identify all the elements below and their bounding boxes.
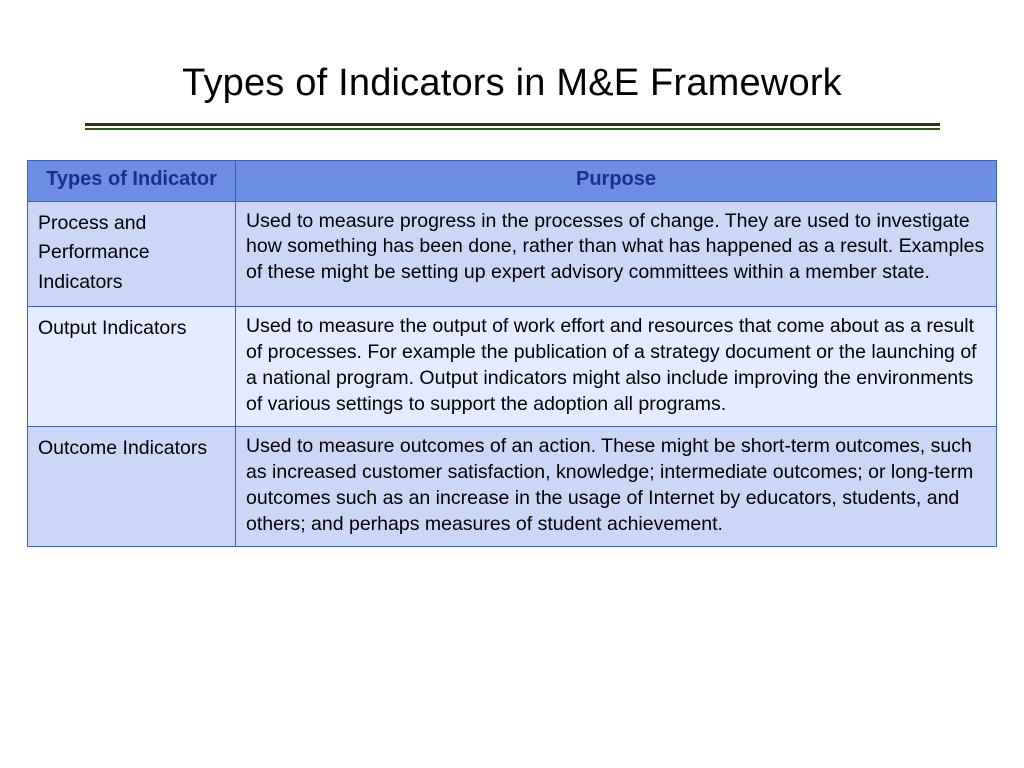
cell-indicator-type: Output Indicators xyxy=(28,307,236,427)
table-header xyxy=(28,161,997,202)
indicators-table-wrapper xyxy=(27,160,997,547)
title-rule-top-bar xyxy=(85,123,940,126)
title-rule-bottom-bar xyxy=(85,128,940,130)
table-row xyxy=(28,307,997,427)
cell-indicator-purpose: Used to measure progress in the processes of change. They are used to investigate how something has been done, rather than what has happened as a result. Examples of these might be setting up expert advisory committees within a member state. xyxy=(236,201,997,307)
table-body xyxy=(28,201,997,547)
page-title: Types of Indicators in M&E Framework xyxy=(182,62,842,104)
table-row xyxy=(28,427,997,547)
cell-indicator-purpose: Used to measure the output of work effort and resources that come about as a result of processes. For example the publication of a strategy document or the launching of a national program. Output indicators might also include improving the environments of various settings to support the adoption all programs. xyxy=(236,307,997,427)
cell-indicator-type: Process and Performance Indicators xyxy=(28,201,236,307)
cell-indicator-type: Outcome Indicators xyxy=(28,427,236,547)
cell-indicator-purpose: Used to measure outcomes of an action. These might be short-term outcomes, such as increased customer satisfaction, knowledge; intermediate outcomes; or long-term outcomes such as an increase in the usage of Internet by educators, students, and others; and perhaps measures of student achievement. xyxy=(236,427,997,547)
indicators-table xyxy=(27,160,997,547)
table-row xyxy=(28,201,997,307)
column-header-type: Types of Indicator xyxy=(28,161,236,202)
table-header-row xyxy=(28,161,997,202)
title-underline-rule xyxy=(85,123,940,130)
column-header-purpose: Purpose xyxy=(236,161,997,202)
